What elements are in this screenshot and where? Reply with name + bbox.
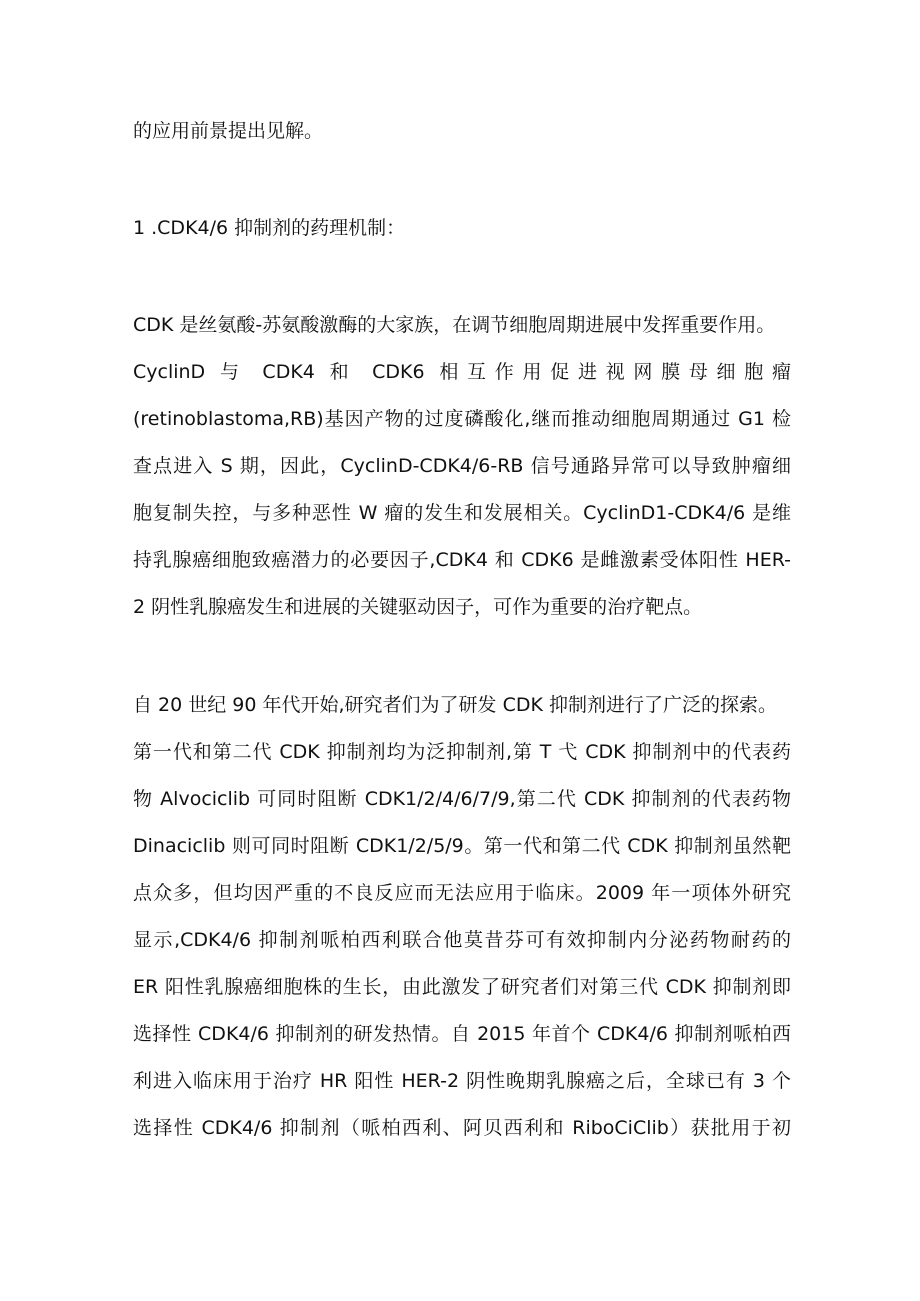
text-line: Dinaciclib 则可同时阻断 CDK1∕2∕5∕9。第一代和第二代 CDK 抑制剂虽然靶 xyxy=(133,835,791,857)
text-line: 利进入临床用于治疗 HR 阳性 HER-2 阴性晚期乳腺癌之后，全球已有 3 个 xyxy=(133,1070,791,1092)
text-line: 持乳腺癌细胞致癌潜力的必要因子,CDK4 和 CDK6 是雌激素受体阳性 HER- xyxy=(133,549,791,571)
text-line: 胞复制失控，与多种恶性 W 瘤的发生和发展相关。CyclinD1-CDK4/6 是维 xyxy=(133,502,791,524)
text-line: 点众多，但均因严重的不良反应而无法应用于临床。2009 年一项体外研究 xyxy=(133,882,791,904)
text-line: CDK 是丝氨酸-苏氨酸激酶的大家族，在调节细胞周期进展中发挥重要作用。 xyxy=(133,314,776,336)
intro-tail-line: 的应用前景提出见解。 xyxy=(133,120,324,142)
text-line: 自 20 世纪 90 年代开始,研究者们为了研发 CDK 抑制剂进行了广泛的探索。 xyxy=(133,694,777,716)
text-line: 显示,CDK4/6 抑制剂哌柏西利联合他莫昔芬可有效抑制内分泌药物耐药的 xyxy=(133,929,791,951)
text-line: 2 阴性乳腺癌发生和进展的关键驱动因子，可作为重要的治疗靶点。 xyxy=(133,596,703,618)
text-line: 选择性 CDK4/6 抑制剂（哌柏西利、阿贝西利和 RiboCiClib）获批用于初 xyxy=(133,1117,791,1139)
text-line: ER 阳性乳腺癌细胞株的生长，由此激发了研究者们对第三代 CDK 抑制剂即 xyxy=(133,976,791,998)
text-line: 查点进入 S 期，因此，CyclinD-CDK4/6-RB 信号通路异常可以导致肿瘤细 xyxy=(133,455,791,477)
text-line: 第一代和第二代 CDK 抑制剂均为泛抑制剂,第 T 弋 CDK 抑制剂中的代表药 xyxy=(133,741,791,763)
text-line: (retinoblastoma,RB)基因产物的过度磷酸化,继而推动细胞周期通过 G1 检 xyxy=(133,408,791,430)
text-line: 选择性 CDK4/6 抑制剂的研发热情。自 2015 年首个 CDK4/6 抑制剂哌柏西 xyxy=(133,1023,791,1045)
section-heading: 1 .CDK4/6 抑制剂的药理机制： xyxy=(133,217,406,239)
text-line: CyclinD 与 CDK4 和 CDK6 相互作用促进视网膜母细胞瘤 xyxy=(133,361,791,383)
text-line: 物 Alvociclib 可同时阻断 CDK1/2/4/6/7/9,第二代 CDK 抑制剂的代表药物 xyxy=(133,788,791,810)
